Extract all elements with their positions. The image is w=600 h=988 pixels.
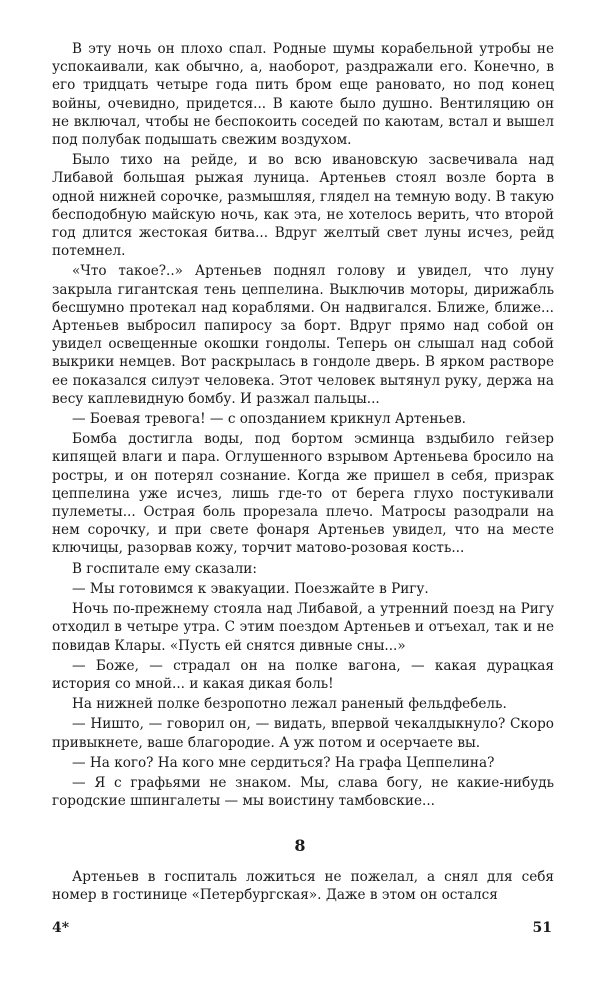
paragraph: — На кого? На кого мне сердиться? На графа Цеппелина? [72, 754, 495, 771]
paragraph: Бомба достигла воды, под бортом эсминца вздыбило гейзер кипящей влаги и пара. Оглушенного взрывом Артеньева бросило на ростры, и он потерял сознание. Когда же пришел в себя, призрак цеппелина уже исчез, лишь где-то от берега глухо постукивали пулеметы... Острая боль прорезала плечо. Матросы разодрали на нем сорочку, и при свете фонаря Артеньев увидел, что на месте ключицы, разорвав кожу, торчит матово-розовая кость... [52, 431, 554, 557]
page-number: 51 [532, 920, 552, 936]
paragraph: — Боевая тревога! — с опозданием крикнул Артеньев. [72, 411, 466, 428]
footer-signature-mark: 4* [52, 920, 70, 936]
paragraph: Было тихо на рейде, и во всю ивановскую засвечивала над Либавой большая рыжая луница. Артеньев стоял возле борта в одной нижней сорочке, размышляя, глядел на темную воду. В такую бесподобную майскую ночь, как эта, не хотелось верить, что второй год длится жестокая битва... Вдруг желтый свет луны исчез, рейд потемнел. [52, 152, 554, 260]
paragraph: На нижней полке безропотно лежал раненый фельдфебель. [72, 696, 507, 713]
paragraph: — Боже, — страдал он на полке вагона, — какая дурацкая история со мной... и какая дикая боль! [52, 657, 554, 692]
paragraph: В госпитале ему сказали: [72, 560, 257, 577]
chapter-start-paragraph: Артеньев в госпиталь ложиться не пожелал, а снял для себя номер в гостинице «Петербургская». Даже в этом он остался [52, 869, 554, 904]
paragraph: В эту ночь он плохо спал. Родные шумы корабельной утробы не успокаивали, как обычно, а, наоборот, раздражали его. Конечно, в его тридцать четыре года пить бром еще рановато, но под конец войны, очевидно, придется... В каюте было душно. Вентиляцию он не включал, чтобы не беспокоить соседей по каютам, встал и вышел под полубак подышать свежим воздухом. [52, 41, 554, 149]
chapter-number: 8 [294, 836, 306, 855]
paragraph: — Ништо, — говорил он, — видать, впервой чекалдыкнуло? Скоро привыкнете, ваше благородие. А уж потом и осерчаете вы. [52, 716, 554, 751]
body-text [52, 40, 554, 812]
paragraph: — Мы готовимся к эвакуации. Поезжайте в Ригу. [72, 580, 429, 597]
paragraph: — Я с графьями не знаком. Мы, слава богу, не какие-нибудь городские шпингалеты — мы воистину тамбовские... [52, 774, 554, 810]
paragraph: «Что такое?..» Артеньев поднял голову и увидел, что луну закрыла гигантская тень цеппелина. Выключив моторы, дирижабль бесшумно протекал над кораблями. Он надвигался. Ближе, ближе... Артеньев выбросил папиросу за борт. Вдруг прямо над собой он увидел освещенные окошки гондолы. Теперь он слышал над собой выкрики немцев. Вот раскрылась в гондоле дверь. В ярком растворе ее показался силуэт человека. Этот человек вытянул руку, держа на весу каплевидную бомбу. И разжал пальцы... [52, 263, 554, 407]
paragraph: Ночь по-прежнему стояла над Либавой, а утренний поезд на Ригу отходил в четыре утра. С этим поездом Артеньев и отъехал, так и не повидав Клары. «Пусть ей снятся дивные сны...» [52, 601, 554, 654]
